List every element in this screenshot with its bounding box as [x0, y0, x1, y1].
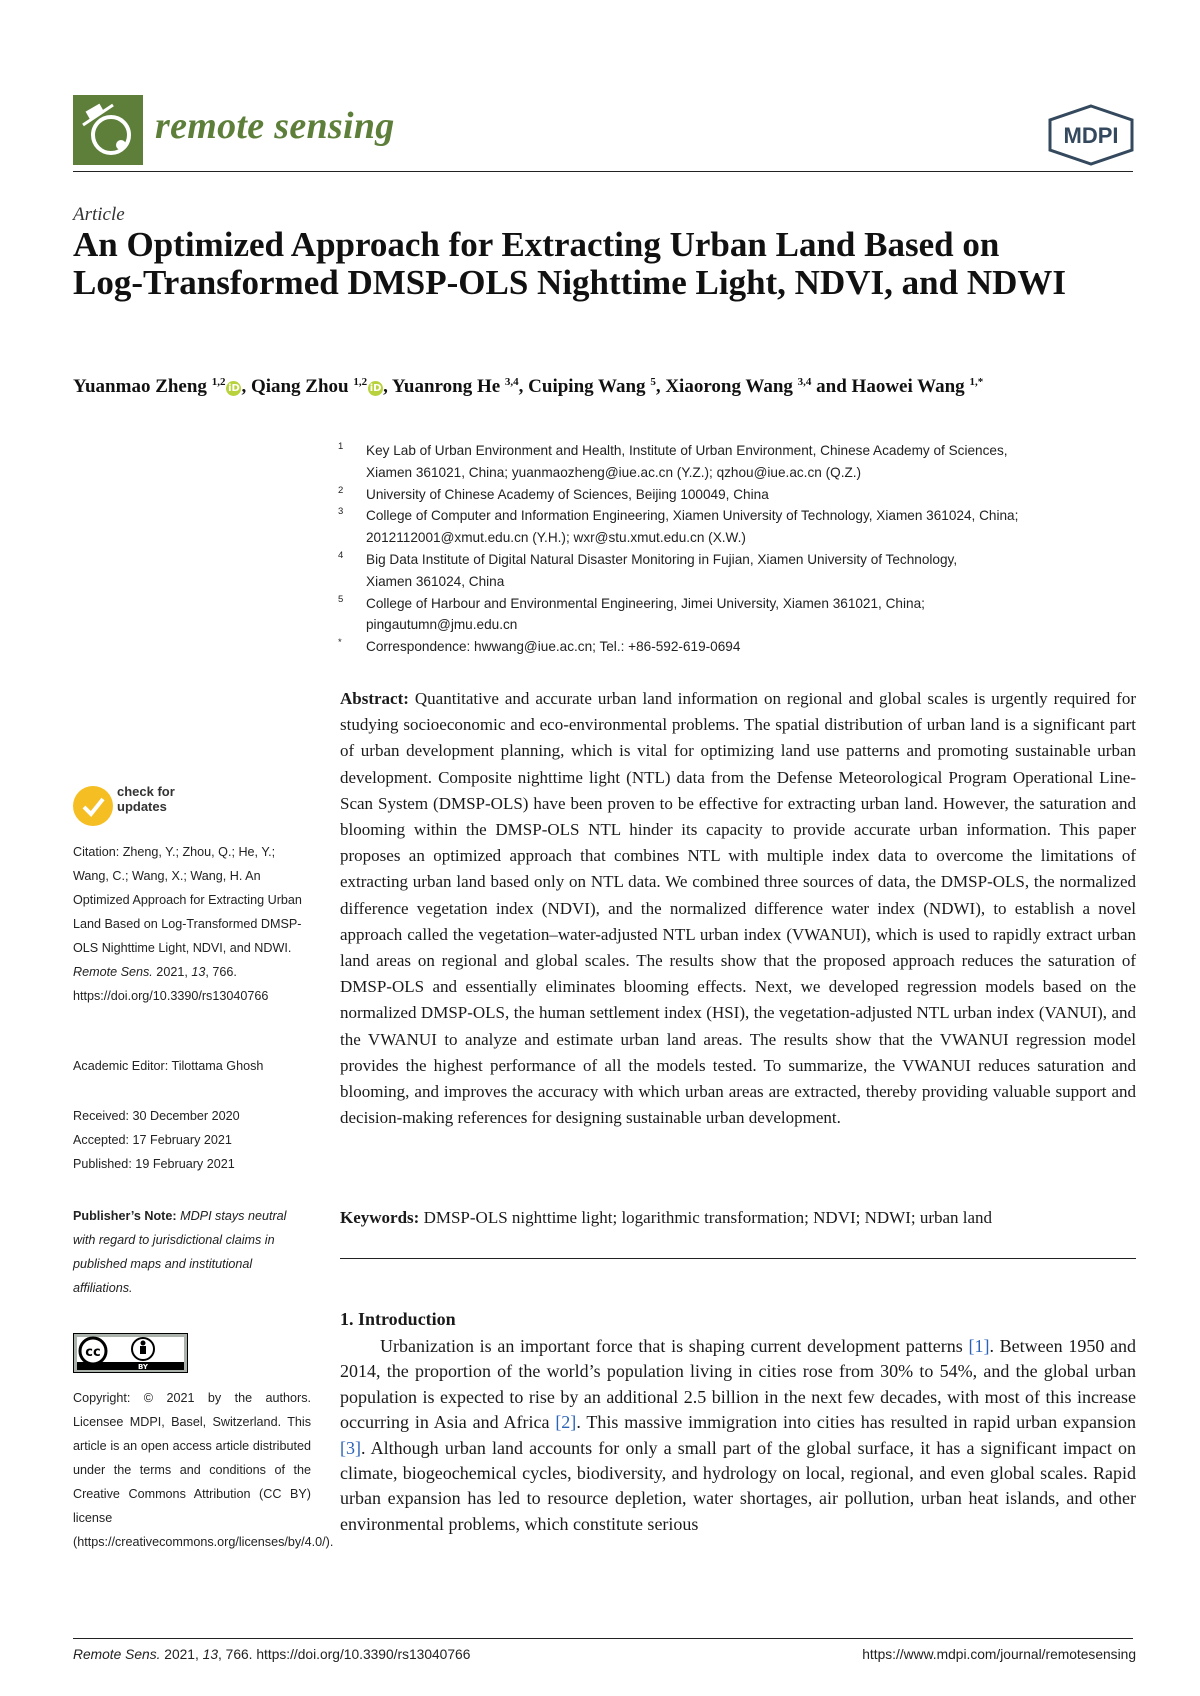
- footer-journal-url[interactable]: https://www.mdpi.com/journal/remotesensing: [862, 1647, 1136, 1662]
- header-rule: [73, 171, 1133, 172]
- orcid-icon[interactable]: iD: [369, 383, 382, 394]
- footer-journal: Remote Sens.: [73, 1647, 161, 1662]
- affiliation-item: [336, 549, 1136, 593]
- affiliation-number: 1: [338, 441, 344, 452]
- citation-label: Citation:: [73, 845, 120, 859]
- copyright-notice: Copyright: © 2021 by the authors. Licensee MDPI, Basel, Switzerland. This article is an open access article distributed under the terms and conditions of the Creative Commons Attribution (CC BY) license (https://creativecommons.org/licenses/by/4.0/).: [73, 1391, 334, 1549]
- introduction-text: [340, 1334, 1136, 1537]
- author-affiliation-sup: 1,2: [353, 376, 368, 388]
- keywords: [340, 1205, 1136, 1231]
- abstract-label: Abstract:: [340, 689, 409, 708]
- affiliation-line: 2012112001@xmut.edu.cn (Y.H.); wxr@stu.xmut.edu.cn (X.W.): [366, 530, 746, 546]
- author-separator: ,: [655, 376, 666, 397]
- affiliation-item: [336, 636, 1136, 658]
- section-heading-introduction: 1. Introduction: [340, 1309, 456, 1329]
- affiliation-item: [336, 484, 1136, 506]
- citation-text: Zheng, Y.; Zhou, Q.; He, Y.; Wang, C.; Wang, X.; Wang, H. An Optimized Approach for Extracting Urban Land Based on Log-Transformed DMSP-OLS Nighttime Light, NDVI, and NDWI.: [73, 845, 302, 955]
- published-date: Published: 19 February 2021: [73, 1157, 235, 1171]
- intro-text: . Between 1950 and 2014, the proportion of the world’s population living in cities rose from 30% to 54%, and the global urban population is expected to rise by an additional 2.5 billion in the next few decades, with most of this increase occurring in Asia and Africa: [340, 1336, 1136, 1433]
- author-name[interactable]: Xiaorong Wang: [665, 376, 798, 397]
- accepted-date: Accepted: 17 February 2021: [73, 1133, 232, 1147]
- intro-paragraph: [340, 1334, 1136, 1537]
- author-affiliation-sup: 5: [650, 376, 656, 388]
- journal-name: remote sensing: [155, 105, 395, 147]
- check-updates-line1: check for: [117, 784, 175, 799]
- article-type: Article: [73, 204, 125, 225]
- affiliation-line: College of Harbour and Environmental Engineering, Jimei University, Xiamen 361021, China;: [366, 595, 925, 611]
- received-date: Received: 30 December 2020: [73, 1109, 240, 1123]
- reference-link[interactable]: [1]: [968, 1336, 990, 1356]
- check-updates-line2: updates: [117, 799, 167, 814]
- affiliation-line: College of Computer and Information Engineering, Xiamen University of Technology, Xiamen 361024, China;: [366, 508, 1019, 524]
- affiliation-number: 2: [338, 484, 344, 496]
- citation: [73, 840, 311, 1008]
- affiliation-line: pingautumn@jmu.edu.cn: [366, 617, 518, 633]
- author-name[interactable]: Haowei Wang: [851, 376, 970, 397]
- affiliation-number: 5: [338, 593, 344, 605]
- author-separator: and: [811, 376, 852, 397]
- intro-text: Urbanization is an important force that is shaping current development patterns: [380, 1336, 969, 1356]
- author-separator: ,: [518, 376, 529, 397]
- mdpi-logo-text: MDPI: [1063, 123, 1119, 148]
- citation-journal: Remote Sens.: [73, 965, 153, 979]
- footer-doi[interactable]: , 766. https://doi.org/10.3390/rs13040766: [218, 1647, 471, 1662]
- reference-link[interactable]: [2]: [555, 1412, 577, 1433]
- citation-year: 2021,: [152, 965, 192, 979]
- affiliation-line: Xiamen 361024, China: [366, 573, 505, 589]
- academic-editor: Academic Editor: Tilottama Ghosh: [73, 1059, 264, 1073]
- affiliation-line: Key Lab of Urban Environment and Health, Institute of Urban Environment, Chinese Academy of Sciences,: [366, 443, 1008, 458]
- author-affiliation-sup: 3,4: [504, 376, 519, 388]
- keywords-label: Keywords:: [340, 1208, 420, 1227]
- affiliation-number: *: [338, 637, 342, 649]
- footer-rule: [73, 1638, 1133, 1639]
- reference-link[interactable]: [3]: [340, 1437, 361, 1458]
- mdpi-logo: [1046, 104, 1136, 166]
- cc-by-license-badge[interactable]: [73, 1333, 188, 1373]
- publisher-note-label: Publisher’s Note:: [73, 1209, 177, 1223]
- author-separator: ,: [383, 376, 392, 397]
- keywords-text: DMSP-OLS nighttime light; logarithmic transformation; NDVI; NDWI; urban land: [423, 1208, 993, 1227]
- cc-badge-label: cc: [85, 1345, 101, 1360]
- citation-volume: 13: [191, 965, 206, 979]
- author-affiliation-sup: 1,2: [211, 376, 226, 388]
- affiliation-item: [336, 505, 1136, 549]
- author-affiliation-sup: 3,4: [797, 376, 812, 388]
- intro-text: . This massive immigration into cities has resulted in rapid urban expansion: [576, 1412, 1136, 1433]
- affiliation-item: [336, 440, 1136, 484]
- affiliation-line: Xiamen 361021, China; yuanmaozheng@iue.ac.cn (Y.Z.); qzhou@iue.ac.cn (Q.Z.): [366, 464, 862, 480]
- citation-doi[interactable]: , 766. https://doi.org/10.3390/rs13040766: [73, 965, 269, 1003]
- abstract-text: Quantitative and accurate urban land information on regional and global scales is urgently required for studying socioeconomic and eco-environmental problems. The spatial distribution of urban land is a significant part of urban development planning, which is vital for optimizing land use patterns and promoting sustainable urban development. Composite nighttime light (NTL) data from the Defense Meteorological Program Operational Line-Scan System (DMSP-OLS) have been proven to be effective for extracting urban land. However, the saturation and blooming within the DMSP-OLS NTL hinder its capacity to provide accurate urban information. This paper proposes an optimized approach that combines NTL with multiple index data to overcome the limitations of extracting urban land based only on NTL data. We combined three sources of data, the DMSP-OLS, the normalized difference vegetation index (NDVI), and the normalized difference water index (NDWI), to establish a novel approach called the vegetation–water-adjusted NTL urban index (VWANUI), which is used to rapidly extract urban land areas on regional and global scales. The results show that the proposed approach reduces the saturation of DMSP-OLS and essentially eliminates blooming effects. Next, we developed regression models based on the normalized DMSP-OLS, the human settlement index (HSI), the vegetation-adjusted NTL urban index (VANUI), and the VWANUI to analyze and estimate urban land areas. The results show that the VWANUI regression model provides the highest performance of all the models tested. To summarize, the VWANUI reduces saturation and blooming, and improves the accuracy with which urban areas are extracted, thereby providing valuable support and decision-making references for designing sustainable urban development.: [340, 689, 1137, 1128]
- affiliation-line: Correspondence: hwwang@iue.ac.cn; Tel.: +86-592-619-0694: [366, 639, 741, 655]
- affiliation-number: 3: [338, 506, 344, 518]
- author-name[interactable]: Cuiping Wang: [528, 376, 651, 397]
- author-affiliation-sup: 1,*: [969, 376, 984, 388]
- article-dates: [73, 1104, 311, 1176]
- check-for-updates-label[interactable]: [117, 784, 175, 814]
- footer-citation: [73, 1647, 470, 1662]
- publisher-note-text: MDPI stays neutral with regard to jurisdictional claims in published maps and institutional affiliations.: [73, 1209, 287, 1295]
- footer-volume: 13: [202, 1647, 218, 1662]
- article-title: An Optimized Approach for Extracting Urban Land Based on Log-Transformed DMSP-OLS Nighttime Light, NDVI, and NDWI: [73, 225, 1066, 302]
- intro-text: . Although urban land accounts for only a small part of the global surface, it has a significant impact on climate, biogeochemical cycles, biodiversity, and hydrology on local, regional, and even global scales. Rapid urban expansion has led to resource depletion, water shortages, air pollution, urban heat islands, and other environmental problems, which constitute serious: [340, 1437, 1136, 1534]
- affiliation-number: 4: [338, 549, 344, 561]
- section-divider: [340, 1258, 1136, 1259]
- affiliation-item: [336, 593, 1136, 637]
- orcid-icon[interactable]: iD: [228, 383, 240, 394]
- author-list: [73, 376, 1143, 398]
- author-name[interactable]: Yuanmao Zheng: [73, 376, 212, 397]
- footer-year: 2021,: [160, 1647, 203, 1662]
- affiliation-line: University of Chinese Academy of Sciences, Beijing 100049, China: [366, 486, 769, 502]
- journal-logo: [73, 95, 143, 165]
- author-name[interactable]: Qiang Zhou: [250, 376, 354, 397]
- affiliation-line: Big Data Institute of Digital Natural Disaster Monitoring in Fujian, Xiamen University of Technology,: [366, 551, 958, 567]
- author-separator: ,: [241, 376, 251, 397]
- author-name[interactable]: Yuanrong He: [391, 376, 505, 397]
- affiliations: [336, 440, 1136, 658]
- abstract: [340, 686, 1136, 1131]
- cc-badge-by: BY: [137, 1363, 149, 1371]
- publisher-note: [73, 1204, 311, 1300]
- check-for-updates-icon[interactable]: [73, 786, 113, 826]
